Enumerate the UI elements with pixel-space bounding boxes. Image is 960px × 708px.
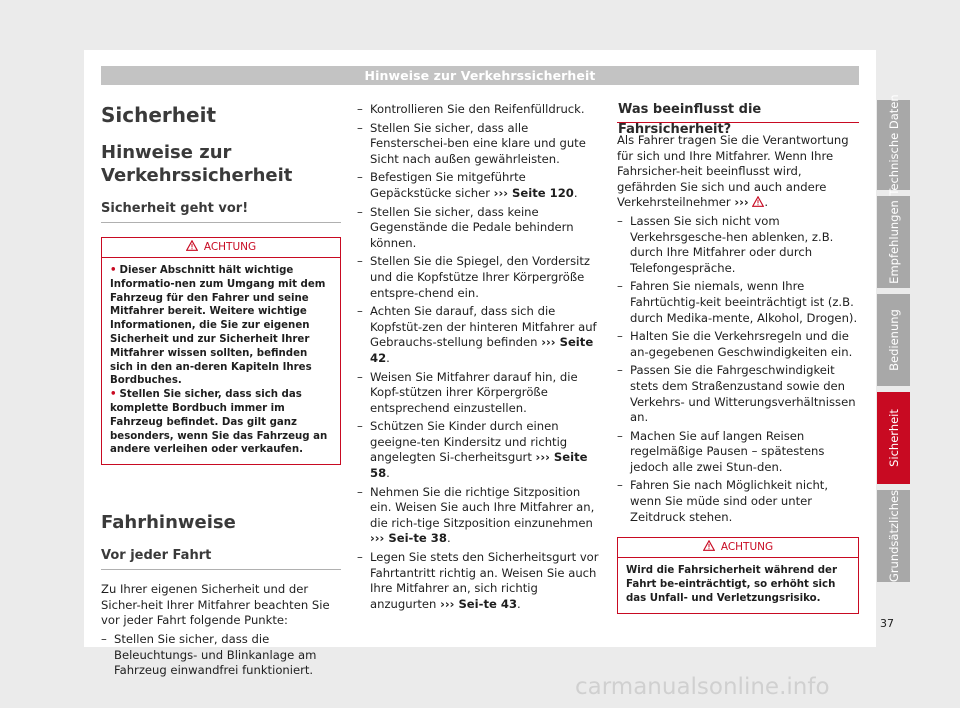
list-item	[357, 485, 601, 547]
list-item	[357, 304, 601, 366]
intro-paragraph: Zu Ihrer eigenen Sicherheit und der Sicher-heit Ihrer Mitfahrer beachten Sie vor jeder Fahrt folgende Punkte:	[101, 582, 330, 628]
checklist-left	[101, 632, 341, 679]
tab-bedienung[interactable]	[877, 294, 910, 386]
warning-label: ACHTUNG	[720, 541, 774, 554]
list-item-text: Kontrollieren Sie den Reifenfülldruck.	[370, 102, 585, 116]
list-item: – Halten Sie die Verkehrsregeln und die an-gegebenen Geschwindigkeiten ein.	[617, 329, 859, 360]
warning-box	[617, 537, 859, 613]
cross-reference-link[interactable]: ››› Seite 42	[370, 335, 594, 365]
bullet-icon: •	[110, 265, 117, 276]
list-item-text: Weisen Sie Mitfahrer darauf hin, die Kopf-stützen ihrer Körpergröße entsprechend einzustellen.	[370, 369, 578, 415]
checklist-middle	[357, 102, 601, 612]
warning-body	[102, 258, 340, 464]
list-item-text: Achten Sie darauf, dass sich die Kopfstüt-zen der hinteren Mitfahrer auf Gebrauchs-stellung befinden	[370, 304, 597, 350]
list-item	[357, 550, 601, 612]
subsection-title	[101, 141, 341, 187]
list-item: – Fahren Sie niemals, wenn Ihre Fahrtüchtig-keit beeinträchtigt ist (z.B. durch Medika-mente, Alkohol, Drogen).	[617, 279, 859, 326]
right-column	[617, 100, 859, 614]
tab-grundsaetzliches[interactable]	[877, 490, 910, 582]
warning-item-text: Dieser Abschnitt hält wichtige Informatio-nen zum Umgang mit dem Fahrzeug für den Fahrer und seine Mitfahrer bereit. Weitere wichtige Informationen, die Sie zur eigenen Sicherheit und zur Sicherheit Ihrer Mitfahrer wissen sollten, befinden sich in den an-deren Kapiteln Ihres Bordbuches.	[110, 265, 326, 387]
list-item	[357, 254, 601, 301]
warning-box	[101, 237, 341, 465]
list-item: – Stellen Sie sicher, dass die Beleuchtungs- und Blinkanlage am Fahrzeug einwandfrei funktioniert.	[101, 632, 341, 679]
list-item-text: Befestigen Sie mitgeführte Gepäckstücke sicher	[370, 170, 526, 200]
list-item-text: Stellen Sie die Spiegel, den Vordersitz und die Kopfstütze Ihrer Körpergröße entspre-chend ein.	[370, 254, 590, 300]
list-item-text: Stellen Sie sicher, dass alle Fensterschei-ben eine klare und gute Sicht nach außen gewährleisten.	[370, 120, 586, 166]
subheading-safety-first: Sicherheit geht vor!	[101, 201, 249, 216]
list-item: – Fahren Sie nach Möglichkeit nicht, wenn Sie müde sind oder unter Zeitdruck stehen.	[617, 478, 859, 525]
divider	[101, 222, 341, 223]
list-item-end: .	[446, 531, 451, 546]
list-item: – Lassen Sie sich nicht vom Verkehrsgesche-hen ablenken, z.B. durch Ihre Mitfahrer oder durch Telefongespräche.	[617, 214, 859, 276]
warning-label: ACHTUNG	[203, 241, 257, 253]
list-item-end: .	[517, 596, 521, 611]
section-title: Sicherheit	[101, 103, 216, 127]
cross-reference-link[interactable]: ››› Seite 120	[493, 185, 574, 200]
cross-reference-link[interactable]: ››› Sei-te 38	[370, 531, 447, 546]
list-item-end: .	[386, 466, 390, 481]
tab-label: Sicherheit	[886, 409, 901, 467]
subsection-title-line1: Hinweise zur	[101, 142, 232, 163]
cross-reference-link[interactable]: ››› Sei-te 43	[440, 596, 518, 611]
page-number: 37	[880, 617, 894, 630]
right-intro-text: Als Fahrer tragen Sie die Verantwortung für sich und Ihre Mitfahrer. Wenn Ihre Fahrsicher-heit beeinflusst wird, gefährden Sie sich und auch andere Verkehrsteilnehmer	[617, 133, 849, 210]
list-item	[357, 170, 601, 201]
tab-technische-daten[interactable]	[877, 94, 910, 196]
warning-header	[618, 538, 858, 558]
tab-label: Empfehlungen	[886, 200, 901, 284]
list-item-text: Stellen Sie sicher, dass keine Gegenstände die Pedale behindern können.	[370, 204, 574, 250]
bullet-icon: •	[110, 389, 117, 401]
tab-sicherheit[interactable]	[877, 392, 910, 484]
list-item-text: Schützen Sie Kinder durch einen geeigne-ten Kindersitz und richtig angelegten Si-cherheitsgurt	[370, 419, 568, 465]
warning-triangle-icon	[703, 540, 715, 551]
warning-triangle-icon	[186, 240, 198, 251]
warning-item	[110, 264, 332, 388]
list-item	[357, 121, 601, 168]
list-item	[357, 419, 601, 481]
tab-label: Grundsätzliches	[886, 489, 901, 583]
list-item	[357, 102, 601, 118]
tab-empfehlungen[interactable]	[877, 196, 910, 288]
warning-body: Wird die Fahrsicherheit während der Fahrt be-einträchtigt, so erhöht sich das Unfall- und Verletzungsrisiko.	[626, 565, 837, 604]
list-item	[357, 370, 601, 417]
watermark: carmanualsonline.info	[575, 674, 830, 700]
right-intro-end: .	[764, 195, 769, 210]
list-item	[357, 205, 601, 252]
warning-header	[102, 238, 340, 258]
tab-label: Bedienung	[886, 309, 901, 371]
warning-item-text: Stellen Sie sicher, dass sich das komplette Bordbuch immer im Fahrzeug befindet. Das gilt ganz besonders, wenn Sie das Fahrzeug an andere verleihen oder verkaufen.	[110, 389, 328, 456]
list-item-text: Legen Sie stets den Sicherheitsgurt vor Fahrtantritt richtig an. Weisen Sie auch Ihre Mitfahrer an, sich richtig anzugurten	[370, 550, 599, 611]
right-section-title: Was beeinflusst die Fahrsicherheit?	[617, 100, 859, 123]
checklist-right	[617, 214, 859, 525]
list-item-text: Nehmen Sie die richtige Sitzposition ein. Weisen Sie auch Ihre Mitfahrer an, die rich-tige Sitzposition einzunehmen	[370, 484, 595, 530]
cross-reference-link[interactable]: ›››	[734, 195, 749, 210]
middle-column	[357, 100, 601, 612]
running-header: Hinweise zur Verkehrssicherheit	[101, 66, 859, 85]
tab-label: Technische Daten	[886, 94, 901, 196]
warning-item	[110, 388, 332, 457]
subheading-before-drive: Vor jeder Fahrt	[101, 548, 212, 564]
divider	[101, 569, 341, 570]
fahrhinweise-title: Fahrhinweise	[101, 512, 236, 534]
right-intro	[617, 133, 859, 211]
list-item-end: .	[573, 185, 578, 200]
cross-reference-link[interactable]: ››› Seite 58	[370, 450, 588, 481]
list-item: – Passen Sie die Fahrgeschwindigkeit stets dem Straßenzustand sowie den Verkehrs- und Witterungsverhältnissen an.	[617, 363, 859, 425]
left-column	[101, 100, 341, 679]
list-item: – Machen Sie auf langen Reisen regelmäßige Pausen – spätestens jedoch alle zwei Stun-den.	[617, 429, 859, 476]
warning-triangle-icon	[752, 196, 764, 207]
list-item-end: .	[386, 350, 390, 365]
subsection-title-line2: Verkehrssicherheit	[101, 165, 293, 186]
